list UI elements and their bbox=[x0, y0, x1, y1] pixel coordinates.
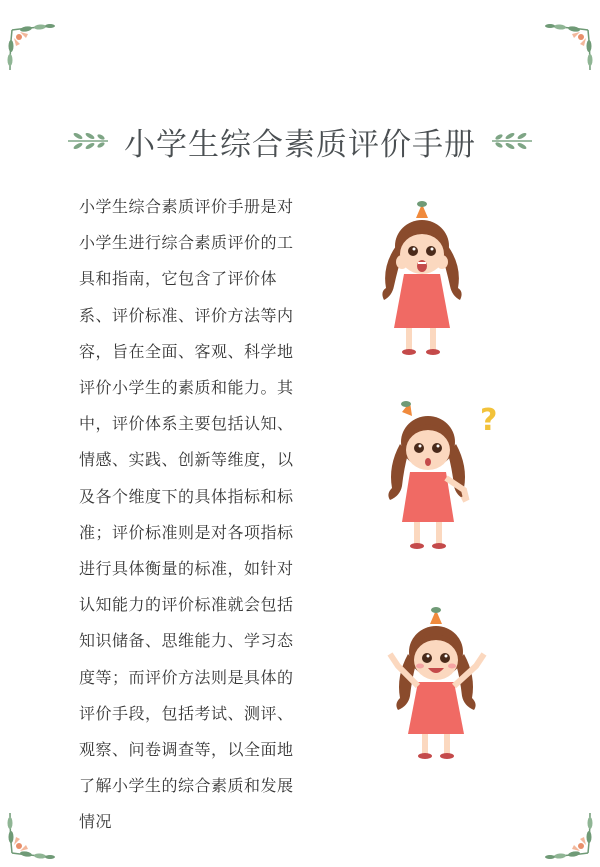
leaf-corner-icon bbox=[536, 801, 596, 861]
question-mark-icon: ? bbox=[480, 403, 498, 438]
page-title: 小学生综合素质评价手册 bbox=[124, 126, 476, 163]
leaf-corner-icon bbox=[536, 22, 596, 82]
body-paragraph: 小学生综合素质评价手册是对小学生进行综合素质评价的工具和指南，它包含了评价体系、评价标准、评价方法等内容，旨在全面、客观、科学地评价小学生的素质和能力。其中，评价体系主要包括认知、情感、实践、创新等维度，以及各个维度下的具体指标和标准；评价标准则是对各项指标进行具体衡量的标准，如针对认知能力的评价标准就会包括知识储备、思维能力、学习态度等；而评价方法则是具体的评价手段，包括考试、测评、观察、问卷调查等，以全面地了解小学生的综合素质和发展情况 bbox=[79, 197, 294, 832]
girl-question-illustration bbox=[382, 398, 502, 558]
sprig-icon bbox=[66, 130, 110, 152]
leaf-corner-icon bbox=[4, 22, 64, 82]
leaf-corner-icon bbox=[4, 801, 64, 861]
girl-surprised-illustration bbox=[372, 196, 472, 361]
girl-waving-illustration bbox=[378, 604, 500, 766]
sprig-icon bbox=[490, 130, 534, 152]
title-row bbox=[0, 116, 600, 166]
